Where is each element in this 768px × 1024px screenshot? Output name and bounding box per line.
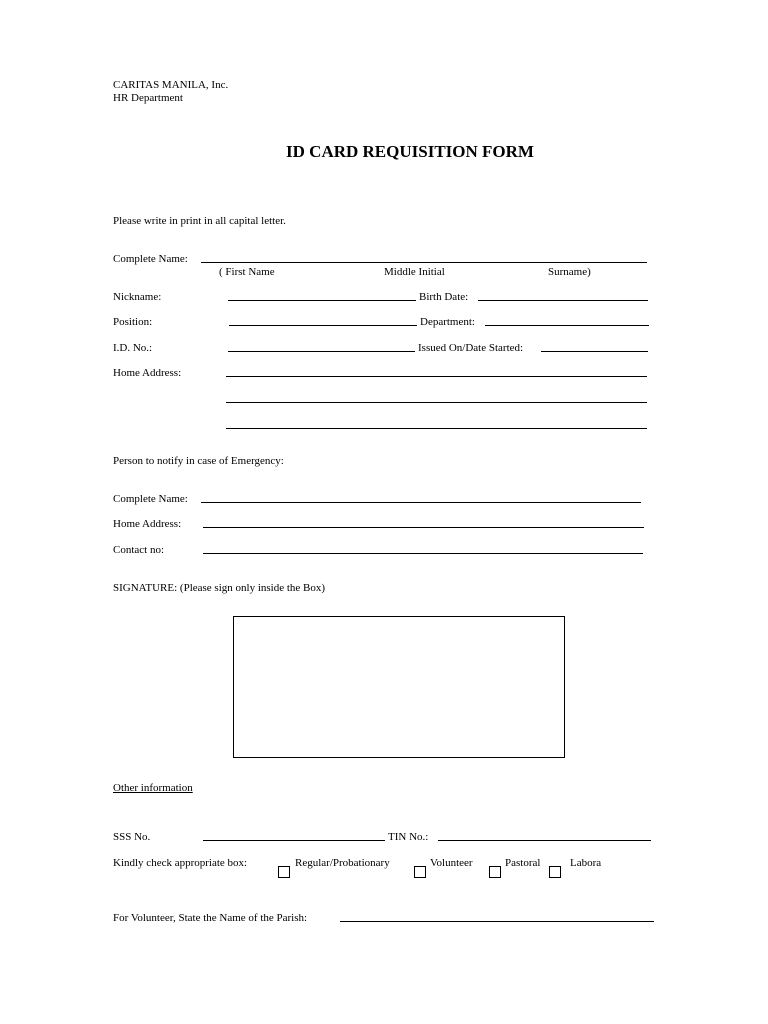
form-title: ID CARD REQUISITION FORM [286, 142, 534, 161]
emergency-name-label: Complete Name: [113, 493, 188, 505]
emergency-address-field[interactable] [203, 527, 644, 528]
org-name: CARITAS MANILA, Inc. [113, 79, 229, 91]
parish-label: For Volunteer, State the Name of the Parish: [113, 912, 308, 924]
emergency-heading: Person to notify in case of Emergency: [113, 455, 284, 467]
issued-label: Issued On/Date Started: [418, 342, 524, 354]
tin-field[interactable] [438, 840, 651, 841]
emergency-address-label: Home Address: [113, 518, 182, 530]
middle-initial-hint: Middle Initial [384, 266, 445, 278]
signature-box[interactable] [233, 616, 565, 758]
tin-label: TIN No.: [388, 831, 429, 843]
home-address-label: Home Address: [113, 367, 182, 379]
surname-hint: Surname) [548, 266, 591, 278]
regular-option-label: Regular/Probationary [295, 857, 390, 869]
regular-checkbox[interactable] [278, 866, 290, 878]
complete-name-field[interactable] [201, 262, 647, 263]
dept-name: HR Department [113, 92, 183, 104]
nickname-label: Nickname: [113, 291, 162, 303]
id-no-field[interactable] [228, 351, 415, 352]
first-name-hint: ( First Name [219, 266, 275, 278]
other-info-heading: Other information [113, 782, 193, 794]
emergency-contact-label: Contact no: [113, 544, 165, 556]
department-field[interactable] [485, 325, 649, 326]
emergency-contact-field[interactable] [203, 553, 643, 554]
position-label: Position: [113, 316, 153, 328]
birth-date-field[interactable] [478, 300, 648, 301]
position-field[interactable] [229, 325, 417, 326]
signature-label: SIGNATURE: (Please sign only inside the Box) [113, 582, 326, 594]
complete-name-label: Complete Name: [113, 253, 188, 265]
labora-checkbox[interactable] [549, 866, 561, 878]
home-address-line-3[interactable] [226, 428, 647, 429]
nickname-field[interactable] [228, 300, 416, 301]
birth-date-label: Birth Date: [419, 291, 469, 303]
volunteer-checkbox[interactable] [414, 866, 426, 878]
home-address-line-2[interactable] [226, 402, 647, 403]
sss-label: SSS No. [113, 831, 151, 843]
check-label: Kindly check appropriate box: [113, 857, 248, 869]
pastoral-option-label: Pastoral [505, 857, 541, 869]
labora-option-label: Labora [570, 857, 602, 869]
volunteer-option-label: Volunteer [430, 857, 473, 869]
id-no-label: I.D. No.: [113, 342, 153, 354]
issued-field[interactable] [541, 351, 648, 352]
instruction-text: Please write in print in all capital letter. [113, 215, 286, 227]
parish-field[interactable] [340, 921, 654, 922]
sss-field[interactable] [203, 840, 385, 841]
home-address-line-1[interactable] [226, 376, 647, 377]
department-label: Department: [420, 316, 475, 328]
pastoral-checkbox[interactable] [489, 866, 501, 878]
emergency-name-field[interactable] [201, 502, 641, 503]
